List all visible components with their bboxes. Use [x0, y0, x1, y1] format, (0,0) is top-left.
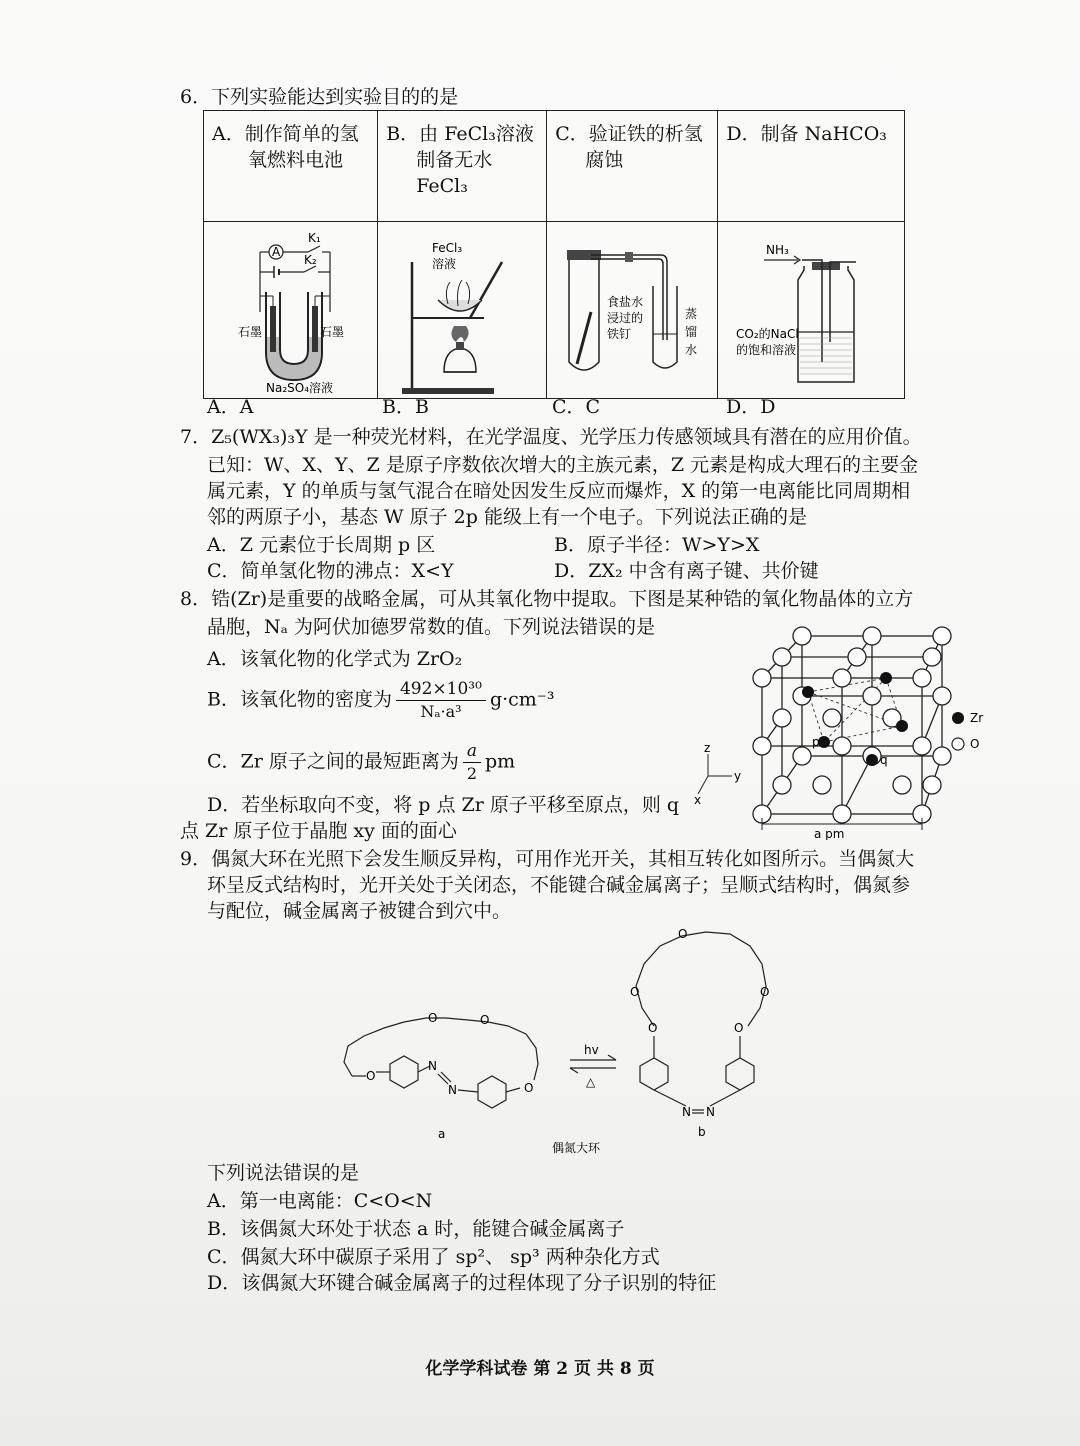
q6-experiment-table: [203, 110, 905, 399]
structure-a-n2: N: [448, 1083, 457, 1097]
q7-line-1: 7．Z₅(WX₃)₃Y 是一种荧光材料，在光学温度、光学压力传感领域具有潜在的应用价值。: [180, 426, 922, 448]
q6-d-head-line1: D．制备 NaHCO₃: [726, 123, 887, 145]
q9-line-4: 下列说法错误的是: [207, 1162, 360, 1184]
benzene-ring-b-left: [640, 1058, 668, 1090]
distance-numerator: a: [463, 740, 481, 763]
structure-a: [344, 1018, 538, 1108]
water-label-1: 蒸: [685, 307, 698, 321]
axis-y-label: y: [734, 769, 742, 783]
edge-length-label: a pm: [814, 827, 845, 840]
nh3-label: NH₃: [766, 243, 790, 257]
gas-washing-bottle: [798, 266, 854, 382]
legend-o-label: O: [970, 737, 980, 751]
q9-option-a: A．第一电离能：C<O<N: [207, 1190, 433, 1212]
structure-b-o4: O: [760, 985, 770, 999]
q7-line-4: 邻的两原子小，基态 W 原子 2p 能级上有一个电子。下列说法正确的是: [207, 506, 807, 528]
structure-a-o4: O: [480, 1013, 490, 1027]
outlet-tube: [830, 262, 856, 342]
benzene-ring-a-left: [390, 1056, 418, 1088]
q6-b-head-line3: FeCl₃: [416, 175, 468, 197]
q8-option-c-text: C．Zr 原子之间的最短距离为: [207, 750, 459, 773]
q6-answer-c: C．C: [552, 396, 601, 418]
structure-b-o2: O: [734, 1021, 744, 1035]
azo-macrocycle-figure: [330, 924, 790, 1160]
q6-figure-c-cell: [547, 222, 718, 399]
saline-label-2: 浸过的: [607, 311, 644, 325]
q9-line-2: 环呈反式结构时，光开关处于关闭态，不能键合碱金属离子；呈顺式结构时，偶氮参: [207, 874, 911, 896]
fuel-cell-figure: [204, 222, 372, 398]
benzene-ring-a-right: [478, 1076, 506, 1108]
q7-option-a: A．Z 元素位于长周期 p 区: [207, 534, 436, 556]
saline-label-3: 铁钉: [607, 327, 632, 341]
point-p-label: p: [812, 735, 820, 749]
structure-b-o3: O: [630, 985, 640, 999]
axis-x-label: x: [694, 793, 702, 807]
q8-option-c: [207, 740, 515, 785]
water-label-3: 水: [685, 343, 698, 357]
corrosion-figure: [547, 222, 712, 398]
inlet-tube: [802, 260, 822, 362]
left-graphite-electrode: [270, 306, 276, 352]
q6-answer-d: D．D: [726, 396, 776, 418]
density-denominator: Nₐ·a³: [420, 702, 462, 721]
light-label: hv: [584, 1043, 599, 1057]
saline-label-1: 食盐水: [607, 295, 644, 309]
structure-b-n1: N: [682, 1105, 691, 1119]
q6-a-head-line1: A．制作简单的氢: [212, 123, 359, 145]
switch-k2-label: K₂: [304, 253, 317, 267]
q9-option-b: B．该偶氮大环处于状态 a 时，能键合碱金属离子: [207, 1218, 625, 1240]
q8-option-b-text: B．该氧化物的密度为: [207, 688, 392, 711]
q6-option-b-head: [378, 111, 547, 222]
q6-figure-a-cell: [204, 222, 378, 399]
point-q-label: q: [880, 753, 888, 767]
bottle-label-2: 的饱和溶液: [736, 343, 797, 357]
q6-answer-a: A．A: [207, 396, 254, 418]
structure-a-label: a: [438, 1127, 446, 1141]
heat-label: △: [586, 1075, 596, 1089]
density-numerator: 492×10³⁰: [396, 678, 486, 701]
q6-c-head-line2: 腐蚀: [585, 149, 624, 171]
figure-caption: 偶氮大环: [552, 1141, 601, 1155]
q6-option-c-head: [547, 111, 718, 222]
solution-label: 溶液: [432, 257, 457, 271]
bottle-label-1: CO₂的NaCl: [736, 327, 800, 341]
q6-answer-b: B．B: [382, 396, 429, 418]
q8-option-d-line2: 点 Zr 原子位于晶胞 xy 面的面心: [180, 820, 457, 842]
structure-b-o1: O: [648, 1021, 658, 1035]
q9-line-1: 9．偶氮大环在光照下会发生顺反异构，可用作光开关，其相互转化如图所示。当偶氮大: [180, 848, 915, 870]
test-tube-right: [653, 286, 677, 368]
q7-option-d: D．ZX₂ 中含有离子键、共价键: [554, 560, 819, 582]
q8-option-a: A．该氧化物的化学式为 ZrO₂: [207, 648, 463, 670]
distance-denominator: 2: [466, 764, 478, 783]
q9-option-c: C．偶氮大环中碳原子采用了 sp²、 sp³ 两种杂化方式: [207, 1246, 660, 1268]
q9-line-3: 与配位，碱金属离子被键合到穴中。: [207, 900, 512, 922]
q9-option-d: D．该偶氮大环键合碱金属离子的过程体现了分子识别的特征: [207, 1272, 717, 1294]
axis-z-label: z: [704, 741, 711, 755]
benzene-ring-b-right: [726, 1058, 754, 1090]
right-electrode-label: 石墨: [320, 325, 345, 339]
structure-a-o3: O: [428, 1011, 438, 1025]
switch-k1: [308, 246, 320, 252]
structure-a-o2: O: [524, 1081, 534, 1095]
q8-line-2: 晶胞，Nₐ 为阿伏加德罗常数的值。下列说法错误的是: [207, 616, 655, 638]
q8-option-d-line1: D．若坐标取向不变，将 p 点 Zr 原子平移至原点，则 q: [207, 794, 680, 816]
alcohol-lamp: [444, 348, 476, 372]
structure-b-label: b: [698, 1125, 706, 1139]
structure-b-n2: N: [706, 1105, 715, 1119]
q6-a-head-line2: 氧燃料电池: [248, 149, 344, 171]
right-graphite-electrode: [312, 306, 318, 352]
iron-nail: [577, 312, 591, 364]
distance-fraction: [463, 740, 481, 785]
legend-o-marker: [952, 738, 964, 750]
gas-bottle-figure: [718, 222, 898, 398]
q7-line-3: 属元素，Y 的单质与氢气混合在暗处因发生反应而爆炸，X 的第一电离能比同周期相: [207, 480, 911, 502]
page-footer: 化学学科试卷 第 2 页 共 8 页: [425, 1359, 655, 1379]
q8-line-1: 8．锆(Zr)是重要的战略金属，可从其氧化物中提取。下图是某种锆的氧化物晶体的立方: [180, 588, 914, 610]
structure-a-o1: O: [366, 1069, 376, 1083]
legend-zr-label: Zr: [970, 711, 984, 725]
q6-option-d-head: [718, 111, 905, 222]
q7-option-b: B．原子半径：W>Y>X: [554, 534, 760, 556]
axes-icon: [698, 754, 732, 794]
ammeter-label: A: [272, 245, 281, 259]
solution-label: Na₂SO₄溶液: [266, 381, 334, 395]
density-unit: g·cm⁻³: [489, 688, 555, 711]
q6-option-a-head: [204, 111, 378, 222]
q6-b-head-line2: 制备无水: [416, 149, 493, 171]
evaporation-figure: [378, 222, 540, 398]
water-label-2: 馏: [685, 325, 698, 339]
zr-atom-p: [818, 736, 830, 748]
q6-figure-b-cell: [378, 222, 547, 399]
q6-b-head-line1: B．由 FeCl₃溶液: [386, 123, 534, 145]
q7-line-2: 已知：W、X、Y、Z 是原子序数依次增大的主族元素，Z 元素是构成大理石的主要金: [207, 454, 919, 476]
crystal-cell-figure: [690, 618, 990, 840]
fecl3-label: FeCl₃: [432, 241, 463, 255]
switch-k1-label: K₁: [308, 231, 321, 245]
q6-figure-d-cell: [718, 222, 905, 399]
q6-stem: 6．下列实验能达到实验目的的是: [180, 86, 459, 108]
structure-b-o5: O: [678, 927, 688, 941]
q8-option-b: [207, 678, 554, 723]
glass-rod: [470, 262, 502, 318]
legend-zr-marker: [952, 712, 964, 724]
density-fraction: [396, 678, 486, 723]
q6-c-head-line1: C．验证铁的析氢: [555, 123, 703, 145]
structure-a-n1: N: [428, 1059, 437, 1073]
distance-unit: pm: [485, 750, 516, 773]
zr-atom-q: [866, 754, 878, 766]
test-tube-left: [569, 260, 599, 370]
q7-option-c: C．简单氢化物的沸点：X<Y: [207, 560, 454, 582]
left-electrode-label: 石墨: [238, 325, 263, 339]
